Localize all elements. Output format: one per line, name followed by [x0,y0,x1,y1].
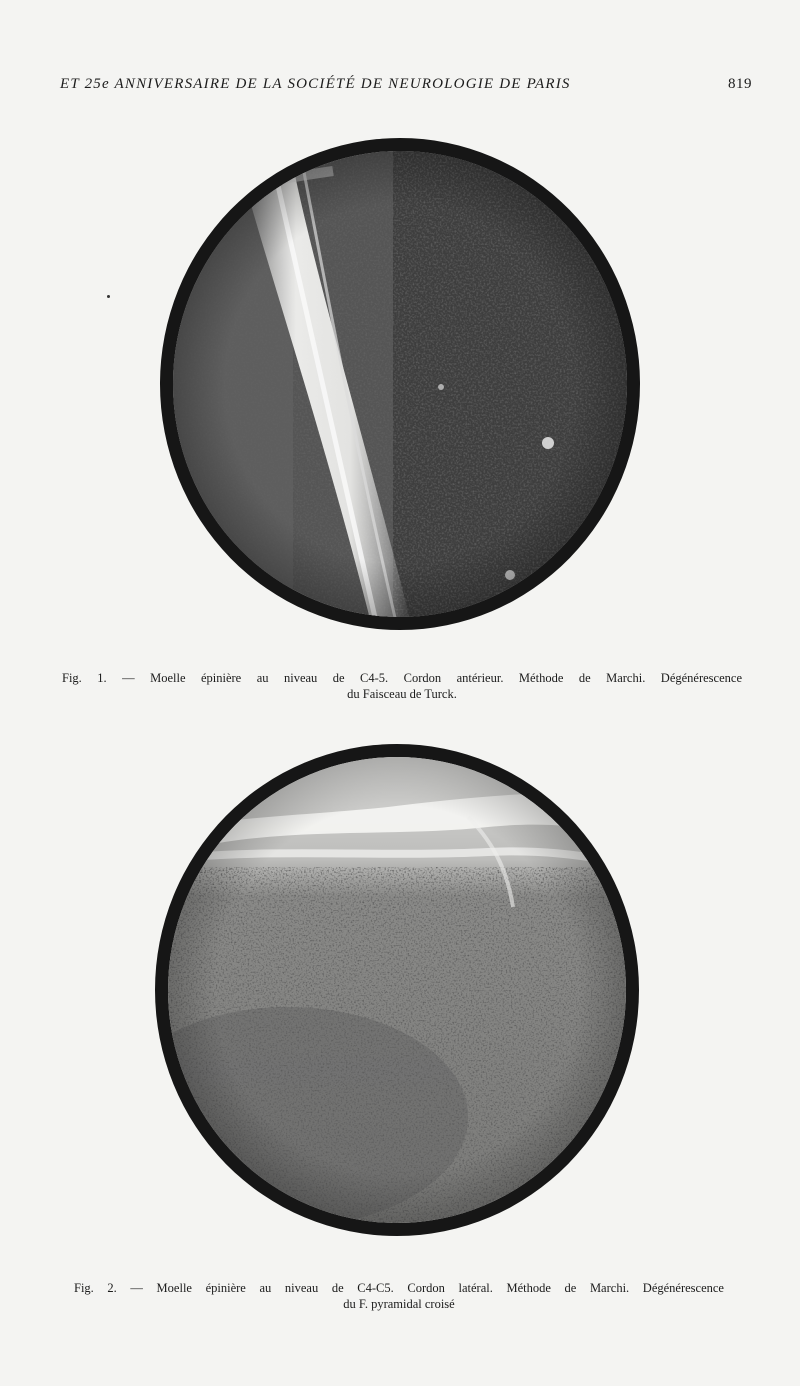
figure-2-caption [74,1280,724,1312]
running-head [60,76,752,93]
print-speck [107,295,110,298]
running-title: ET 25e ANNIVERSAIRE DE LA SOCIÉTÉ DE NEUROLOGIE DE PARIS [60,76,571,92]
figure-1-image [173,151,627,617]
page-number: 819 [728,76,752,92]
figure-2-caption-line-2: du F. pyramidal croisé [343,1297,455,1311]
figure-1-caption [62,670,742,702]
figure-1-caption-line-1: Fig. 1. — Moelle épinière au niveau de C4-5. Cordon antérieur. Méthode de Marchi. Dégénérescence [62,671,742,685]
figure-2-caption-line-1: Fig. 2. — Moelle épinière au niveau de C4-C5. Cordon latéral. Méthode de Marchi. Dégénérescence [74,1281,724,1295]
figure-2-image [168,757,626,1223]
figure-1-caption-line-2: du Faisceau de Turck. [347,687,457,701]
figure-2-micrograph [155,744,639,1236]
figure-1-micrograph [160,138,640,630]
